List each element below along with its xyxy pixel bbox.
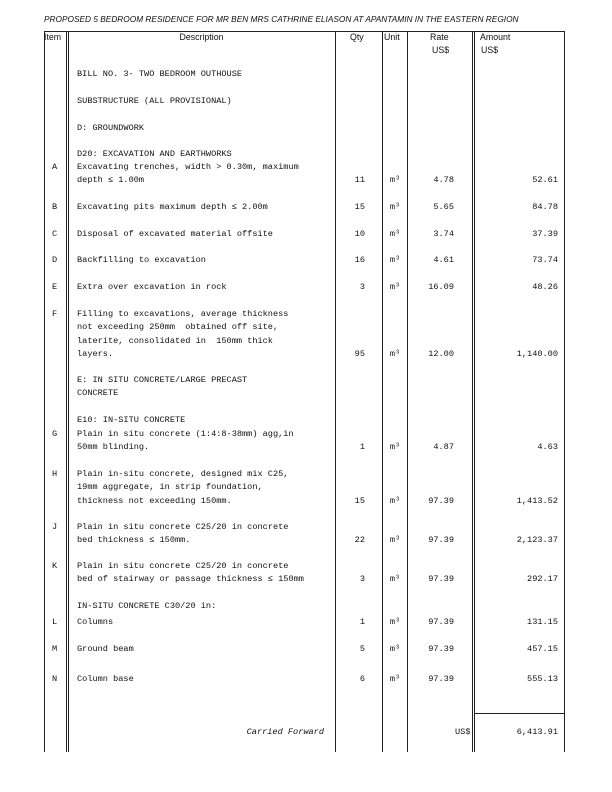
item-description-line: laterite, consolidated in 150mm thick xyxy=(77,335,273,346)
item-description-line: Plain in-situ concrete, designed mix C25, xyxy=(77,469,289,479)
item-unit: m³ xyxy=(389,229,401,239)
item-code: E xyxy=(52,282,58,292)
item-unit: m³ xyxy=(389,202,401,212)
item-description-line: Plain in situ concrete C25/20 in concrete xyxy=(77,561,289,571)
item-description-line: thickness not exceeding 150mm. xyxy=(77,495,232,506)
item-description-line: Columns xyxy=(77,617,114,627)
header-description: Description xyxy=(179,32,224,42)
item-code: H xyxy=(52,469,58,479)
item-code: L xyxy=(52,617,58,627)
item-description-line: Filling to excavations, average thickness xyxy=(77,309,289,319)
item-rate: 4.87 xyxy=(433,442,454,453)
item-rate: 97.39 xyxy=(428,674,454,684)
item-unit: m³ xyxy=(389,674,401,684)
item-amount: 48.26 xyxy=(532,282,558,292)
item-rate: 4.61 xyxy=(433,255,454,265)
item-description-line: bed of stairway or passage thickness ≤ 150mm xyxy=(77,574,304,585)
item-qty: 3 xyxy=(359,282,365,292)
carried-forward-label: Carried Forward xyxy=(246,727,324,737)
item-description-line: 19mm aggregate, in strip foundation, xyxy=(77,482,263,493)
item-unit: m³ xyxy=(389,644,401,654)
document-title: PROPOSED 5 BEDROOM RESIDENCE FOR MR BEN MRS CATHRINE ELIASON AT APANTAMIN IN THE EASTERN REGION xyxy=(44,14,519,24)
item-unit: m³ xyxy=(389,175,401,186)
item-amount: 84.78 xyxy=(532,202,558,212)
item-rate: 97.39 xyxy=(428,617,454,627)
item-amount: 1,140.00 xyxy=(516,348,558,359)
item-unit: m³ xyxy=(389,442,401,453)
item-rate: 97.39 xyxy=(428,574,454,585)
col-divider xyxy=(66,31,67,752)
item-rate: 97.39 xyxy=(428,495,454,506)
header-rate: Rate xyxy=(430,32,449,42)
item-amount: 52.61 xyxy=(532,175,558,186)
item-qty: 22 xyxy=(354,535,365,546)
header-unit: Unit xyxy=(384,32,400,42)
col-divider xyxy=(407,31,408,752)
item-qty: 10 xyxy=(354,229,365,239)
item-description-line: Ground beam xyxy=(77,644,134,654)
item-description-line: Excavating pits maximum depth ≤ 2.00m xyxy=(77,202,268,212)
item-rate: 16.09 xyxy=(428,282,454,292)
bill-heading: BILL NO. 3- TWO BEDROOM OUTHOUSE xyxy=(77,69,243,79)
item-rate: 3.74 xyxy=(433,229,454,239)
item-description-line: Excavating trenches, width > 0.30m, maximum xyxy=(77,162,299,172)
item-code: C xyxy=(52,229,58,239)
header-item: Item xyxy=(44,32,62,42)
col-divider xyxy=(564,31,565,752)
item-code: M xyxy=(52,644,58,654)
item-rate: 97.39 xyxy=(428,535,454,546)
carried-forward-currency: US$ xyxy=(455,727,471,737)
item-code: B xyxy=(52,202,58,212)
item-unit: m³ xyxy=(389,574,401,585)
item-description-line: 50mm blinding. xyxy=(77,442,150,453)
item-qty: 16 xyxy=(354,255,365,265)
item-qty: 3 xyxy=(359,574,365,585)
item-qty: 1 xyxy=(359,617,365,627)
item-amount: 131.15 xyxy=(527,617,558,627)
item-amount: 37.39 xyxy=(532,229,558,239)
item-unit: m³ xyxy=(389,255,401,265)
item-amount: 555.13 xyxy=(527,674,558,684)
item-description-line: Plain in situ concrete C25/20 in concrete xyxy=(77,522,289,532)
col-divider xyxy=(472,31,473,752)
item-rate: 97.39 xyxy=(428,644,454,654)
in-situ-heading: E: IN SITU CONCRETE/LARGE PRECAST xyxy=(77,375,248,385)
item-description-line: depth ≤ 1.00m xyxy=(77,175,145,186)
item-unit: m³ xyxy=(389,617,401,627)
header-rate-currency: US$ xyxy=(432,45,450,55)
total-box-top xyxy=(474,713,564,714)
header-qty: Qty xyxy=(350,32,364,42)
carried-forward-total: 6,413.91 xyxy=(516,727,558,737)
item-rate: 5.65 xyxy=(433,202,454,212)
item-qty: 15 xyxy=(354,495,365,506)
col-divider xyxy=(474,31,475,752)
item-qty: 15 xyxy=(354,202,365,212)
c30-heading: IN-SITU CONCRETE C30/20 in: xyxy=(77,601,217,611)
item-amount: 1,413.52 xyxy=(516,495,558,506)
item-code: J xyxy=(52,522,58,532)
item-qty: 11 xyxy=(354,175,365,186)
item-description-line: Extra over excavation in rock xyxy=(77,282,227,292)
item-qty: 5 xyxy=(359,644,365,654)
item-description-line: Column base xyxy=(77,674,134,684)
item-amount: 73.74 xyxy=(532,255,558,265)
item-amount: 2,123.37 xyxy=(516,535,558,546)
item-code: F xyxy=(52,309,58,319)
item-unit: m³ xyxy=(389,348,401,359)
item-qty: 1 xyxy=(359,442,365,453)
item-amount: 4.63 xyxy=(537,442,558,453)
substructure-heading: SUBSTRUCTURE (ALL PROVISIONAL) xyxy=(77,96,232,106)
item-unit: m³ xyxy=(389,495,401,506)
item-amount: 292.17 xyxy=(527,574,558,585)
item-description-line: Disposal of excavated material offsite xyxy=(77,229,273,239)
item-code: K xyxy=(52,561,58,571)
item-unit: m³ xyxy=(389,535,401,546)
e10-heading: E10: IN-SITU CONCRETE xyxy=(77,415,186,425)
item-qty: 6 xyxy=(359,674,365,684)
item-code: D xyxy=(52,255,58,265)
header-amount: Amount xyxy=(480,32,511,42)
item-qty: 95 xyxy=(354,348,365,359)
groundwork-heading: D: GROUNDWORK xyxy=(77,123,145,133)
header-amount-currency: US$ xyxy=(481,45,499,55)
d20-heading: D20: EXCAVATION AND EARTHWORKS xyxy=(77,149,232,159)
col-divider xyxy=(44,31,45,752)
item-amount: 457.15 xyxy=(527,644,558,654)
item-code: A xyxy=(52,162,58,172)
item-description-line: Plain in situ concrete (1:4:8-38mm) agg,in xyxy=(77,429,294,439)
in-situ-heading-cont: CONCRETE xyxy=(77,388,119,398)
item-unit: m³ xyxy=(389,282,401,292)
item-code: G xyxy=(52,429,58,439)
col-divider xyxy=(335,31,336,752)
item-code: N xyxy=(52,674,58,684)
item-rate: 4.78 xyxy=(433,175,454,186)
item-description-line: not exceeding 250mm obtained off site, xyxy=(77,322,279,333)
item-description-line: Backfilling to excavation xyxy=(77,255,206,265)
item-description-line: bed thickness ≤ 150mm. xyxy=(77,535,191,546)
item-rate: 12.00 xyxy=(428,348,454,359)
item-description-line: layers. xyxy=(77,348,114,359)
col-divider xyxy=(68,31,69,752)
